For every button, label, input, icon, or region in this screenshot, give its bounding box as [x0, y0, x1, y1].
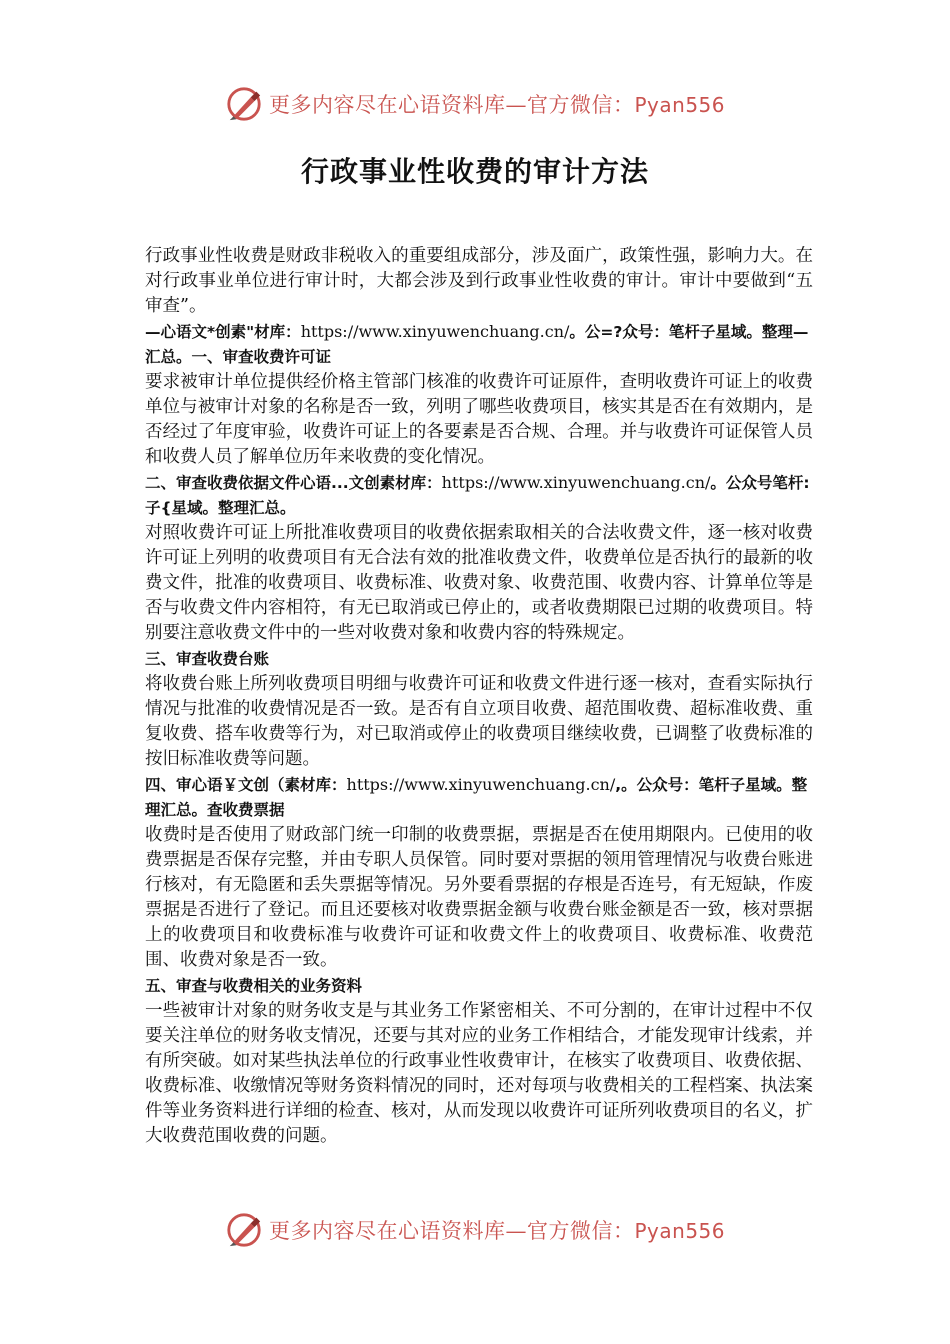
banner-wechat-id: Pyan556	[634, 1219, 725, 1243]
section-heading-3	[145, 646, 813, 672]
document-body	[145, 244, 813, 1149]
header-banner	[0, 82, 950, 126]
section-heading-5	[145, 973, 813, 999]
heading-url: https://www.xinyuwenchuang.cn/	[300, 322, 570, 341]
section-body-2: 对照收费许可证上所批准收费项目的收费依据索取相关的合法收费文件，逐一核对收费许可证上列明的收费项目有无合法有效的批准收费文件，收费单位是否执行的最新的收费文件，批准的收费项目、收费标准、收费对象、收费范围、收费内容、计算单位等是否与收费文件内容相符，有无已取消或已停止的，或者收费期限已过期的收费项目。特别要注意收费文件中的一些对收费对象和收费内容的特殊规定。	[145, 523, 813, 643]
intro-paragraph: 行政事业性收费是财政非税收入的重要组成部分，涉及面广，政策性强，影响力大。在对行政事业单位进行审计时，大都会涉及到行政事业性收费的审计。审计中要做到“五审查”。	[145, 246, 813, 316]
heading-text: 五、审查与收费相关的业务资料	[145, 977, 363, 995]
section-heading-1	[145, 319, 813, 370]
pen-circle-logo-icon	[225, 1211, 263, 1249]
page-title: 行政事业性收费的审计方法	[300, 155, 649, 188]
banner-label: 更多内容尽在心语资料库—官方微信：	[268, 93, 635, 117]
pen-circle-logo-icon	[225, 85, 263, 123]
banner-label: 更多内容尽在心语资料库—官方微信：	[268, 1219, 635, 1243]
heading-url: https://www.xinyuwenchuang.cn/	[441, 473, 711, 492]
banner-text	[269, 1215, 725, 1245]
heading-text: 。公=?众号：笔杆子星域。整理—汇总。一、审查收费许可证	[145, 323, 809, 366]
heading-text: 三、审查收费台账	[145, 650, 270, 668]
banner-wechat-id: Pyan556	[634, 93, 725, 117]
footer-banner	[0, 1208, 950, 1252]
section-body-4: 收费时是否使用了财政部门统一印制的收费票据，票据是否在使用期限内。已使用的收费票据是否保存完整，并由专职人员保管。同时要对票据的领用管理情况与收费台账进行核对，有无隐匿和丢失票据等情况。另外要看票据的存根是否连号，有无短缺，作废票据是否进行了登记。而且还要核对收费票据金额与收费台账金额是否一致，核对票据上的收费项目和收费标准与收费许可证和收费文件上的收费项目、收费标准、收费范围、收费对象是否一致。	[145, 825, 813, 970]
section-heading-4	[145, 772, 813, 823]
section-heading-2	[145, 470, 813, 521]
heading-text: 二、审查收费依据文件心语...文创素材库：	[145, 474, 442, 492]
heading-url: https://www.xinyuwenchuang.cn/	[346, 775, 616, 794]
heading-text: ,。公众号：笔杆子星域。整理汇总。查收费票据	[145, 776, 808, 819]
heading-text: —心语文*创素"材库：	[145, 323, 301, 341]
banner-text	[269, 89, 725, 119]
heading-text: 。公众号笔杆:子{星域。整理汇总。	[145, 474, 810, 517]
section-body-1: 要求被审计单位提供经价格主管部门核准的收费许可证原件，查明收费许可证上的收费单位与被审计对象的名称是否一致，列明了哪些收费项目，核实其是否在有效期内，是否经过了年度审验，收费许可证上的各要素是否合规、合理。并与收费许可证保管人员和收费人员了解单位历年来收费的变化情况。	[145, 372, 813, 467]
heading-text: 四、审心语￥文创（素材库：	[145, 776, 347, 794]
section-body-3: 将收费台账上所列收费项目明细与收费许可证和收费文件进行逐一核对，查看实际执行情况与批准的收费情况是否一致。是否有自立项目收费、超范围收费、超标准收费、重复收费、搭车收费等行为，对已取消或停止的收费项目继续收费，已调整了收费标准的按旧标准收费等问题。	[145, 674, 813, 769]
section-body-5: 一些被审计对象的财务收支是与其业务工作紧密相关、不可分割的，在审计过程中不仅要关注单位的财务收支情况，还要与其对应的业务工作相结合，才能发现审计线索，并有所突破。如对某些执法单位的行政事业性收费审计，在核实了收费项目、收费依据、收费标准、收缴情况等财务资料情况的同时，还对每项与收费相关的工程档案、执法案件等业务资料进行详细的检查、核对，从而发现以收费许可证所列收费项目的名义，扩大收费范围收费的问题。	[145, 1001, 813, 1146]
